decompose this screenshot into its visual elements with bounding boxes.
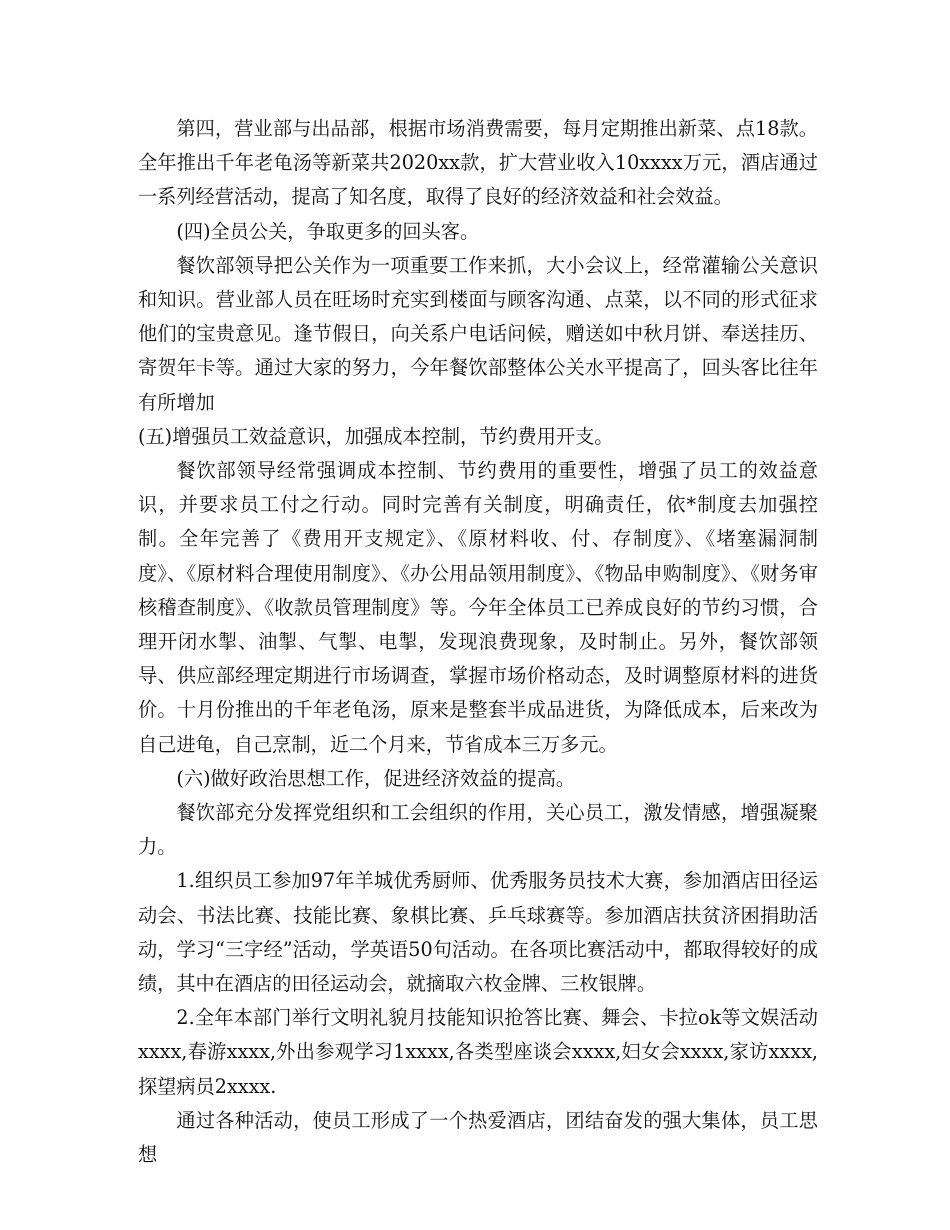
- paragraph-political-work-intro: 餐饮部充分发挥党组织和工会组织的作用，关心员工，激发情感，增强凝聚力。: [138, 801, 818, 859]
- paragraph-cost-control: 餐饮部领导经常强调成本控制、节约费用的重要性，增强了员工的效益意识，并要求员工付之行动。同时完善有关制度，明确责任，依*制度去加强控制。全年完善了《费用开支规定》、《原材料收、付、存制度》、《堵塞漏洞制度》、《原材料合理使用制度》、《办公用品领用制度》、《物品申购制度》、《财务审核稽查制度》、《收款员管理制度》等。今年全体员工已养成良好的节约习惯，合理开闭水掣、油掣、气掣、电掣，发现浪费现象，及时制止。另外，餐饮部领导、供应部经理定期进行市场调查，掌握市场价格动态，及时调整原材料的进货价。十月份推出的千年老龟汤，原来是整套半成品进货，为降低成本，后来改为自己进龟，自己烹制，近二个月来，节省成本三万多元。: [138, 459, 818, 756]
- list-item-1-competitions: 1.组织员工参加97年羊城优秀厨师、优秀服务员技术大赛，参加酒店田径运动会、书法比赛、技能比赛、象棋比赛、乒乓球赛等。参加酒店扶贫济困捐助活动，学习“三字经”活动，学英语50句活动。在各项比赛活动中，都取得较好的成绩，其中在酒店的田径运动会，就摘取六枚金牌、三枚银牌。: [138, 869, 818, 996]
- paragraph-section-4-menu: 第四，营业部与出品部，根据市场消费需要，每月定期推出新菜、点18款。全年推出千年老龟汤等新菜共2020xx款，扩大营业收入10xxxx万元，酒店通过一系列经营活动，提高了知名度，取得了良好的经济效益和社会效益。: [138, 117, 818, 209]
- heading-public-relations: (四)全员公关，争取更多的回头客。: [176, 219, 480, 243]
- document-body: [138, 112, 818, 1172]
- paragraph-conclusion: 通过各种活动，使员工形成了一个热爱酒店，团结奋发的强大集体，员工思想: [138, 1108, 818, 1167]
- paragraph-public-relations: 餐饮部领导把公关作为一项重要工作来抓，大小会议上，经常灌输公关意识和知识。营业部人员在旺场时充实到楼面与顾客沟通、点菜，以不同的形式征求他们的宝贵意见。逢节假日，向关系户电话问候，赠送如中秋月饼、奉送挂历、寄贺年卡等。通过大家的努力，今年餐饮部整体公关水平提高了，回头客比往年有所增加: [138, 253, 818, 414]
- heading-cost-control: (五)增强员工效益意识，加强成本控制，节约费用开支。: [138, 424, 614, 448]
- heading-political-work: (六)做好政治思想工作，促进经济效益的提高。: [176, 766, 576, 790]
- list-item-2-activities: 2.全年本部门举行文明礼貌月技能知识抢答比赛、舞会、卡拉ok等文娱活动xxxx,春游xxxx,外出参观学习1xxxx,各类型座谈会xxxx,妇女会xxxx,家访xxxx,探望病员2xxxx.: [138, 1006, 818, 1098]
